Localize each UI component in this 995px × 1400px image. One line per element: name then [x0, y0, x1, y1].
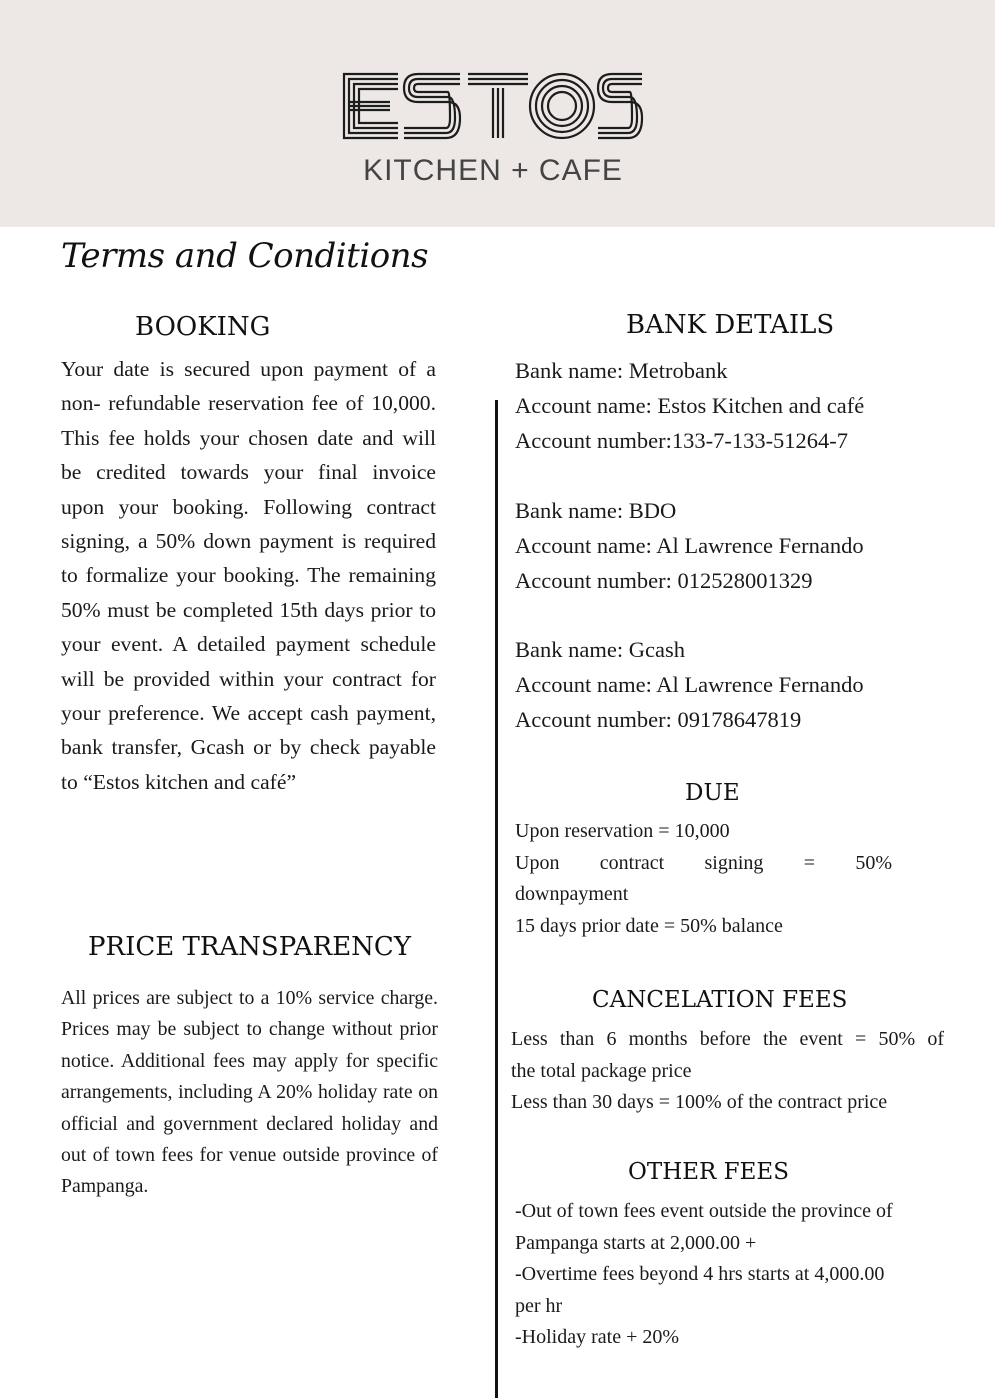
page-title: Terms and Conditions [61, 236, 429, 276]
other-fees-line: -Out of town fees event outside the province of [515, 1200, 893, 1222]
price-transparency-text: All prices are subject to a 10% service charge. Prices may be subject to change without prior notice. Additional fees may apply for specific arrangements, including A 20% holiday rate on official and government declared holiday and out of town fees for venue outside province of Pampanga. [61, 987, 438, 1198]
account-number: Account number:133-7-133-51264-7 [515, 428, 849, 453]
account-name: Account name: Estos Kitchen and café [515, 393, 865, 418]
account-name: Account name: Al Lawrence Fernando [515, 533, 864, 558]
column-divider [495, 400, 498, 1398]
cancelation-fees-heading: CANCELATION FEES [592, 987, 848, 1013]
cancelation-line: Less than 30 days = 100% of the contract price [511, 1091, 888, 1113]
account-name: Account name: Al Lawrence Fernando [515, 672, 864, 697]
account-number: Account number: 012528001329 [515, 568, 813, 593]
bank-metrobank [515, 353, 935, 458]
bank-details-heading: BANK DETAILS [626, 310, 835, 340]
other-fees-line: -Overtime fees beyond 4 hrs starts at 4,000.00 [515, 1263, 885, 1285]
bank-gcash [515, 632, 935, 737]
logo-tagline: KITCHEN + CAFE [363, 154, 623, 187]
due-heading: DUE [685, 780, 740, 806]
other-fees-line: Pampanga starts at 2,000.00 + [515, 1231, 757, 1254]
bank-name: Bank name: Gcash [515, 637, 685, 662]
bank-name: Bank name: Metrobank [515, 358, 728, 383]
due-line: 15 days prior date = 50% balance [515, 914, 783, 937]
other-fees-line: per hr [515, 1294, 563, 1317]
due-line: Upon reservation = 10,000 [515, 820, 730, 842]
other-fees-list [515, 1196, 948, 1354]
bank-bdo [515, 493, 935, 598]
due-line: Upon contract signing = 50% [515, 851, 892, 874]
price-transparency-heading: PRICE TRANSPARENCY [88, 932, 411, 962]
bank-name: Bank name: BDO [515, 498, 677, 523]
estos-logo [340, 68, 646, 190]
due-list [515, 816, 892, 942]
booking-text: Your date is secured upon payment of a non- refundable reservation fee of 10,000. This fee holds your chosen date and will be credited towards your final invoice upon your booking. Following contract signing, a 50% down payment is required to formalize your booking. The remaining 50% must be completed 15th days prior to your event. A detailed payment schedule will be provided within your contract for your preference. We accept cash payment, bank transfer, Gcash or by check payable to “Estos kitchen and café” [61, 357, 436, 794]
other-fees-heading: OTHER FEES [628, 1159, 789, 1185]
other-fees-line: -Holiday rate + 20% [515, 1326, 680, 1348]
due-line: downpayment [515, 883, 629, 905]
header-banner [0, 0, 995, 227]
cancelation-line: the total package price [511, 1059, 692, 1082]
cancelation-line: Less than 6 months before the event = 50% of [511, 1028, 944, 1050]
account-number: Account number: 09178647819 [515, 707, 802, 732]
cancelation-fees-list [511, 1024, 944, 1119]
booking-heading: BOOKING [135, 312, 271, 342]
